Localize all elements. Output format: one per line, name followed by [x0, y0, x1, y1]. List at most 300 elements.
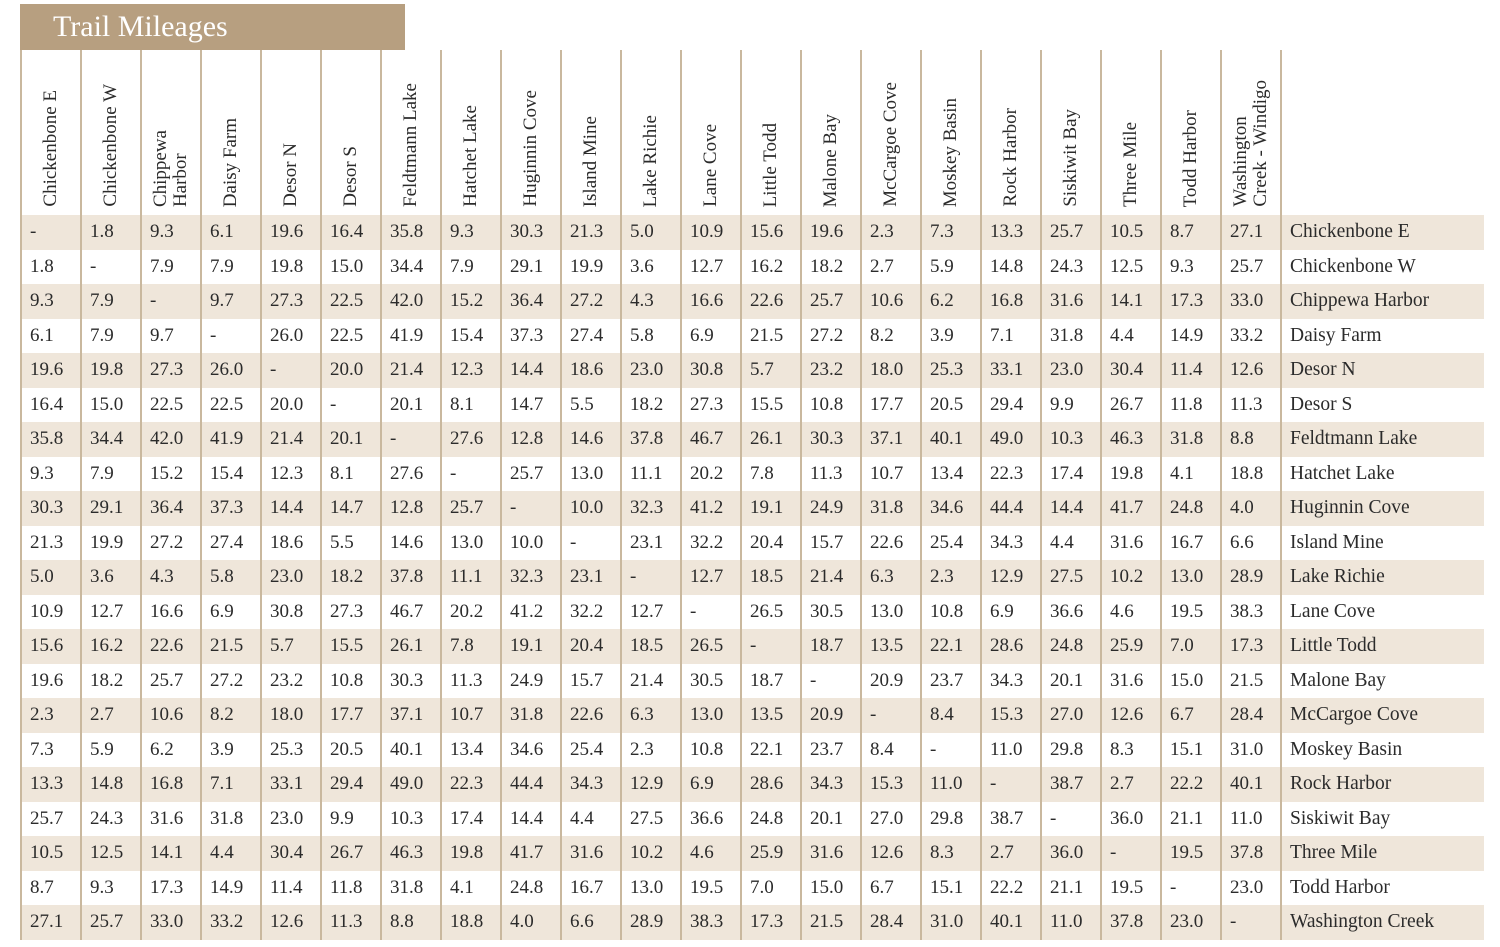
mileage-cell: 18.7: [741, 664, 801, 699]
mileage-cell: 27.3: [141, 353, 201, 388]
column-header-label: Daisy Farm: [220, 117, 241, 207]
table-row: [21, 422, 1484, 457]
mileage-cell: 2.3: [921, 560, 981, 595]
mileage-cell: 37.8: [621, 422, 681, 457]
mileage-cell: 5.9: [81, 733, 141, 768]
mileage-cell: 25.7: [81, 905, 141, 940]
mileage-cell: 6.9: [201, 595, 261, 630]
mileage-cell: 9.3: [81, 871, 141, 906]
mileage-cell: 12.6: [261, 905, 321, 940]
mileage-cell: 28.6: [981, 629, 1041, 664]
mileage-cell: -: [141, 284, 201, 319]
table-row: [21, 353, 1484, 388]
mileage-cell: 6.9: [981, 595, 1041, 630]
mileage-cell: 32.3: [501, 560, 561, 595]
mileage-cell: 31.8: [201, 802, 261, 837]
mileage-cell: 27.2: [201, 664, 261, 699]
mileage-cell: 15.5: [321, 629, 381, 664]
mileage-cell: 22.3: [441, 767, 501, 802]
mileage-cell: 12.5: [81, 836, 141, 871]
column-header: [1041, 50, 1101, 215]
mileage-cell: 26.5: [741, 595, 801, 630]
mileage-cell: 3.6: [81, 560, 141, 595]
table-row: [21, 802, 1484, 837]
mileage-cell: 30.3: [381, 664, 441, 699]
mileage-cell: 14.9: [1161, 319, 1221, 354]
mileage-cell: 44.4: [501, 767, 561, 802]
mileage-cell: -: [501, 491, 561, 526]
mileage-cell: 27.1: [21, 905, 81, 940]
mileage-cell: 22.6: [741, 284, 801, 319]
mileage-cell: 3.6: [621, 250, 681, 285]
mileage-cell: 12.5: [1101, 250, 1161, 285]
column-header: [381, 50, 441, 215]
mileage-cell: 4.3: [141, 560, 201, 595]
mileage-cell: 26.7: [321, 836, 381, 871]
mileage-cell: 4.4: [561, 802, 621, 837]
mileage-cell: 19.9: [81, 526, 141, 561]
mileage-cell: 14.8: [81, 767, 141, 802]
mileage-cell: 4.6: [1101, 595, 1161, 630]
mileage-cell: 6.2: [921, 284, 981, 319]
mileage-cell: 34.4: [381, 250, 441, 285]
mileage-cell: 40.1: [921, 422, 981, 457]
mileage-cell: 30.8: [261, 595, 321, 630]
mileage-cell: 7.1: [201, 767, 261, 802]
mileage-cell: 14.4: [261, 491, 321, 526]
mileage-cell: 8.2: [201, 698, 261, 733]
mileage-cell: 14.6: [561, 422, 621, 457]
mileage-cell: 13.0: [861, 595, 921, 630]
mileage-cell: 29.8: [1041, 733, 1101, 768]
mileage-cell: 23.0: [1221, 871, 1281, 906]
mileage-cell: -: [861, 698, 921, 733]
mileage-cell: 16.7: [561, 871, 621, 906]
mileage-cell: 36.0: [1041, 836, 1101, 871]
mileage-cell: 5.7: [261, 629, 321, 664]
mileage-cell: -: [741, 629, 801, 664]
mileage-cell: 22.5: [321, 319, 381, 354]
column-header-label: McCargoe Cove: [880, 82, 901, 207]
mileage-cell: 29.8: [921, 802, 981, 837]
mileage-cell: 10.0: [561, 491, 621, 526]
mileage-cell: 31.8: [381, 871, 441, 906]
mileage-cell: 16.8: [981, 284, 1041, 319]
mileage-cell: 23.0: [261, 802, 321, 837]
mileage-cell: 6.3: [621, 698, 681, 733]
mileage-cell: 19.6: [261, 215, 321, 250]
mileage-cell: 33.0: [141, 905, 201, 940]
mileage-cell: 13.0: [621, 871, 681, 906]
column-header: [621, 50, 681, 215]
mileage-cell: 4.4: [1101, 319, 1161, 354]
mileage-cell: 1.8: [81, 215, 141, 250]
mileage-cell: 27.0: [1041, 698, 1101, 733]
mileage-cell: 25.4: [561, 733, 621, 768]
mileage-cell: 25.7: [501, 457, 561, 492]
mileage-cell: 10.7: [441, 698, 501, 733]
mileage-cell: 19.8: [261, 250, 321, 285]
mileage-cell: 12.7: [81, 595, 141, 630]
table-row: [21, 733, 1484, 768]
mileage-cell: 10.2: [1101, 560, 1161, 595]
mileage-cell: 7.9: [81, 457, 141, 492]
mileage-cell: 25.7: [441, 491, 501, 526]
mileage-cell: 37.3: [501, 319, 561, 354]
mileage-cell: 28.4: [861, 905, 921, 940]
mileage-cell: 8.8: [381, 905, 441, 940]
mileage-cell: 11.8: [1161, 388, 1221, 423]
mileage-cell: 24.9: [501, 664, 561, 699]
mileage-cell: 2.3: [21, 698, 81, 733]
mileage-cell: 4.0: [1221, 491, 1281, 526]
mileage-cell: 19.9: [561, 250, 621, 285]
mileage-cell: 8.7: [1161, 215, 1221, 250]
mileage-cell: 27.3: [261, 284, 321, 319]
mileage-cell: 36.6: [681, 802, 741, 837]
page-title: Trail Mileages: [20, 4, 405, 50]
mileage-cell: 38.3: [1221, 595, 1281, 630]
mileage-cell: 24.8: [741, 802, 801, 837]
mileage-cell: 19.1: [501, 629, 561, 664]
mileage-cell: -: [381, 422, 441, 457]
mileage-cell: 11.1: [441, 560, 501, 595]
mileage-cell: 9.7: [201, 284, 261, 319]
mileage-cell: 40.1: [381, 733, 441, 768]
row-name: Three Mile: [1281, 836, 1484, 871]
mileage-cell: 27.3: [321, 595, 381, 630]
mileage-cell: 22.2: [1161, 767, 1221, 802]
column-header-label: Island Mine: [580, 115, 601, 207]
mileage-cell: 26.1: [741, 422, 801, 457]
mileage-cell: 37.1: [381, 698, 441, 733]
column-header: [1221, 50, 1281, 215]
mileage-cell: 31.6: [1101, 664, 1161, 699]
mileage-cell: 20.1: [321, 422, 381, 457]
mileage-table: [20, 50, 1484, 940]
column-header: [981, 50, 1041, 215]
mileage-cell: 41.2: [501, 595, 561, 630]
mileage-cell: 37.8: [1101, 905, 1161, 940]
column-header-label: Chippewa Harbor: [150, 129, 191, 207]
mileage-cell: 3.9: [921, 319, 981, 354]
column-header-label: Siskiwit Bay: [1060, 109, 1081, 207]
mileage-cell: 32.2: [681, 526, 741, 561]
mileage-cell: 4.1: [1161, 457, 1221, 492]
mileage-cell: 8.8: [1221, 422, 1281, 457]
mileage-cell: 22.1: [921, 629, 981, 664]
mileage-cell: 2.7: [981, 836, 1041, 871]
mileage-cell: 30.4: [1101, 353, 1161, 388]
mileage-cell: 6.3: [861, 560, 921, 595]
mileage-cell: 5.7: [741, 353, 801, 388]
mileage-cell: -: [1161, 871, 1221, 906]
mileage-cell: 10.3: [381, 802, 441, 837]
mileage-cell: 23.2: [261, 664, 321, 699]
mileage-cell: -: [981, 767, 1041, 802]
mileage-cell: 20.9: [801, 698, 861, 733]
table-row: [21, 215, 1484, 250]
mileage-cell: 27.5: [1041, 560, 1101, 595]
mileage-cell: 6.9: [681, 319, 741, 354]
mileage-cell: 21.4: [801, 560, 861, 595]
mileage-cell: 4.1: [441, 871, 501, 906]
mileage-cell: 6.7: [861, 871, 921, 906]
mileage-cell: 4.4: [1041, 526, 1101, 561]
mileage-cell: 7.1: [981, 319, 1041, 354]
mileage-cell: 37.3: [201, 491, 261, 526]
mileage-cell: 30.8: [681, 353, 741, 388]
mileage-cell: 18.0: [861, 353, 921, 388]
mileage-cell: 5.9: [921, 250, 981, 285]
mileage-cell: 7.9: [441, 250, 501, 285]
mileage-cell: 21.5: [801, 905, 861, 940]
mileage-cell: 16.2: [741, 250, 801, 285]
mileage-cell: 18.6: [261, 526, 321, 561]
mileage-cell: 27.0: [861, 802, 921, 837]
row-name: Island Mine: [1281, 526, 1484, 561]
mileage-cell: 25.7: [21, 802, 81, 837]
mileage-cell: 27.4: [561, 319, 621, 354]
mileage-cell: 21.1: [1161, 802, 1221, 837]
mileage-cell: 12.8: [501, 422, 561, 457]
mileage-cell: 7.8: [441, 629, 501, 664]
mileage-cell: 17.4: [1041, 457, 1101, 492]
mileage-cell: 11.0: [1041, 905, 1101, 940]
column-header-label: Chickenbone E: [40, 90, 61, 207]
mileage-cell: 2.3: [621, 733, 681, 768]
mileage-cell: 13.0: [1161, 560, 1221, 595]
table-row: [21, 491, 1484, 526]
mileage-cell: 10.9: [681, 215, 741, 250]
mileage-cell: 17.4: [441, 802, 501, 837]
mileage-cell: 22.5: [201, 388, 261, 423]
table-row: [21, 664, 1484, 699]
mileage-cell: 24.8: [501, 871, 561, 906]
mileage-cell: 2.7: [861, 250, 921, 285]
mileage-cell: 15.2: [141, 457, 201, 492]
mileage-cell: 15.5: [741, 388, 801, 423]
column-header: [141, 50, 201, 215]
row-name: Daisy Farm: [1281, 319, 1484, 354]
mileage-cell: 14.4: [501, 802, 561, 837]
mileage-cell: 9.9: [321, 802, 381, 837]
mileage-cell: 41.7: [1101, 491, 1161, 526]
table-row: [21, 388, 1484, 423]
mileage-cell: 32.2: [561, 595, 621, 630]
column-header-label: Rock Harbor: [1000, 108, 1021, 207]
mileage-cell: 31.6: [561, 836, 621, 871]
mileage-cell: 19.5: [1101, 871, 1161, 906]
table-row: [21, 836, 1484, 871]
table-row: [21, 767, 1484, 802]
mileage-cell: 42.0: [141, 422, 201, 457]
mileage-cell: 31.0: [1221, 733, 1281, 768]
mileage-cell: -: [21, 215, 81, 250]
mileage-cell: 18.2: [81, 664, 141, 699]
mileage-cell: 10.0: [501, 526, 561, 561]
mileage-cell: 31.8: [501, 698, 561, 733]
mileage-cell: 23.1: [561, 560, 621, 595]
mileage-cell: 46.7: [681, 422, 741, 457]
column-header-label: Lane Cove: [700, 124, 721, 207]
mileage-cell: 10.8: [801, 388, 861, 423]
column-header-label: Desor N: [280, 143, 301, 207]
mileage-cell: 22.5: [141, 388, 201, 423]
mileage-cell: 40.1: [981, 905, 1041, 940]
mileage-cell: 15.2: [441, 284, 501, 319]
table-row: [21, 457, 1484, 492]
mileage-cell: -: [1041, 802, 1101, 837]
mileage-cell: 20.1: [1041, 664, 1101, 699]
mileage-cell: 31.6: [1041, 284, 1101, 319]
mileage-cell: 27.6: [441, 422, 501, 457]
mileage-cell: 10.9: [21, 595, 81, 630]
column-header-label: Chickenbone W: [100, 84, 121, 207]
mileage-cell: 6.9: [681, 767, 741, 802]
mileage-cell: 34.3: [981, 664, 1041, 699]
mileage-cell: 12.9: [621, 767, 681, 802]
mileage-cell: 30.3: [801, 422, 861, 457]
mileage-cell: -: [1101, 836, 1161, 871]
mileage-cell: 15.0: [321, 250, 381, 285]
mileage-cell: 23.7: [921, 664, 981, 699]
mileage-cell: 6.6: [1221, 526, 1281, 561]
mileage-cell: 26.5: [681, 629, 741, 664]
mileage-cell: 12.6: [1221, 353, 1281, 388]
mileage-cell: -: [81, 250, 141, 285]
mileage-cell: 14.4: [1041, 491, 1101, 526]
mileage-cell: 19.8: [81, 353, 141, 388]
mileage-cell: 4.6: [681, 836, 741, 871]
mileage-cell: 22.2: [981, 871, 1041, 906]
mileage-cell: 22.6: [861, 526, 921, 561]
mileage-cell: 41.9: [201, 422, 261, 457]
mileage-cell: 4.4: [201, 836, 261, 871]
row-name: Malone Bay: [1281, 664, 1484, 699]
mileage-cell: 9.3: [21, 284, 81, 319]
mileage-cell: 7.0: [1161, 629, 1221, 664]
mileage-cell: 34.3: [981, 526, 1041, 561]
mileage-cell: 9.9: [1041, 388, 1101, 423]
table-row: [21, 629, 1484, 664]
mileage-cell: 11.1: [621, 457, 681, 492]
mileage-cell: 37.8: [1221, 836, 1281, 871]
mileage-cell: 19.6: [21, 353, 81, 388]
mileage-cell: 25.7: [141, 664, 201, 699]
mileage-cell: 11.4: [261, 871, 321, 906]
mileage-cell: 32.3: [621, 491, 681, 526]
mileage-cell: 24.3: [1041, 250, 1101, 285]
mileage-cell: 5.0: [621, 215, 681, 250]
column-header: [21, 50, 81, 215]
mileage-cell: 20.1: [801, 802, 861, 837]
mileage-cell: 13.0: [681, 698, 741, 733]
mileage-cell: 10.8: [681, 733, 741, 768]
mileage-cell: 25.9: [1101, 629, 1161, 664]
mileage-cell: 19.5: [1161, 836, 1221, 871]
mileage-cell: 13.3: [981, 215, 1041, 250]
row-name: Lane Cove: [1281, 595, 1484, 630]
mileage-cell: 13.3: [21, 767, 81, 802]
mileage-cell: 41.2: [681, 491, 741, 526]
mileage-cell: 27.5: [621, 802, 681, 837]
mileage-cell: 18.0: [261, 698, 321, 733]
mileage-cell: 11.0: [1221, 802, 1281, 837]
column-header: [261, 50, 321, 215]
mileage-cell: 17.3: [1161, 284, 1221, 319]
mileage-cell: 13.5: [741, 698, 801, 733]
column-header-label: Hatchet Lake: [460, 105, 481, 207]
mileage-cell: 5.5: [561, 388, 621, 423]
mileage-cell: 38.7: [981, 802, 1041, 837]
mileage-cell: 36.4: [141, 491, 201, 526]
mileage-cell: 36.6: [1041, 595, 1101, 630]
mileage-cell: 37.8: [381, 560, 441, 595]
mileage-cell: 12.3: [261, 457, 321, 492]
mileage-cell: 12.7: [681, 250, 741, 285]
row-name: Rock Harbor: [1281, 767, 1484, 802]
column-header: [441, 50, 501, 215]
mileage-cell: 23.0: [1161, 905, 1221, 940]
mileage-cell: 13.5: [861, 629, 921, 664]
mileage-cell: 9.3: [21, 457, 81, 492]
mileage-cell: 28.9: [621, 905, 681, 940]
mileage-cell: 20.4: [741, 526, 801, 561]
mileage-cell: 11.3: [1221, 388, 1281, 423]
mileage-cell: -: [921, 733, 981, 768]
column-header-label: Desor S: [340, 146, 361, 207]
mileage-cell: -: [681, 595, 741, 630]
mileage-cell: 46.3: [1101, 422, 1161, 457]
column-header: [801, 50, 861, 215]
mileage-cell: 23.7: [801, 733, 861, 768]
header-row: [21, 50, 1484, 215]
mileage-cell: 25.7: [1041, 215, 1101, 250]
mileage-cell: 22.1: [741, 733, 801, 768]
mileage-cell: 23.0: [261, 560, 321, 595]
mileage-cell: 20.0: [261, 388, 321, 423]
mileage-cell: 27.2: [141, 526, 201, 561]
column-header-label: Washington Creek - Windigo: [1230, 80, 1271, 207]
row-name: Chickenbone W: [1281, 250, 1484, 285]
mileage-cell: 10.6: [141, 698, 201, 733]
mileage-cell: 7.3: [921, 215, 981, 250]
mileage-cell: 21.4: [381, 353, 441, 388]
mileage-cell: 10.8: [921, 595, 981, 630]
mileage-cell: -: [1221, 905, 1281, 940]
mileage-cell: 18.8: [1221, 457, 1281, 492]
mileage-cell: 18.5: [621, 629, 681, 664]
column-header: [741, 50, 801, 215]
mileage-cell: 18.6: [561, 353, 621, 388]
mileage-cell: 10.5: [21, 836, 81, 871]
mileage-cell: 1.8: [21, 250, 81, 285]
mileage-cell: 16.6: [141, 595, 201, 630]
row-name: Siskiwit Bay: [1281, 802, 1484, 837]
mileage-cell: 38.3: [681, 905, 741, 940]
mileage-cell: 21.4: [621, 664, 681, 699]
mileage-cell: 7.9: [141, 250, 201, 285]
mileage-cell: 19.1: [741, 491, 801, 526]
mileage-cell: 19.5: [681, 871, 741, 906]
mileage-cell: 11.0: [921, 767, 981, 802]
mileage-cell: 21.5: [201, 629, 261, 664]
mileage-cell: 18.8: [441, 905, 501, 940]
mileage-cell: 31.6: [801, 836, 861, 871]
column-header-label: Three Mile: [1120, 122, 1141, 207]
mileage-cell: 14.1: [1101, 284, 1161, 319]
